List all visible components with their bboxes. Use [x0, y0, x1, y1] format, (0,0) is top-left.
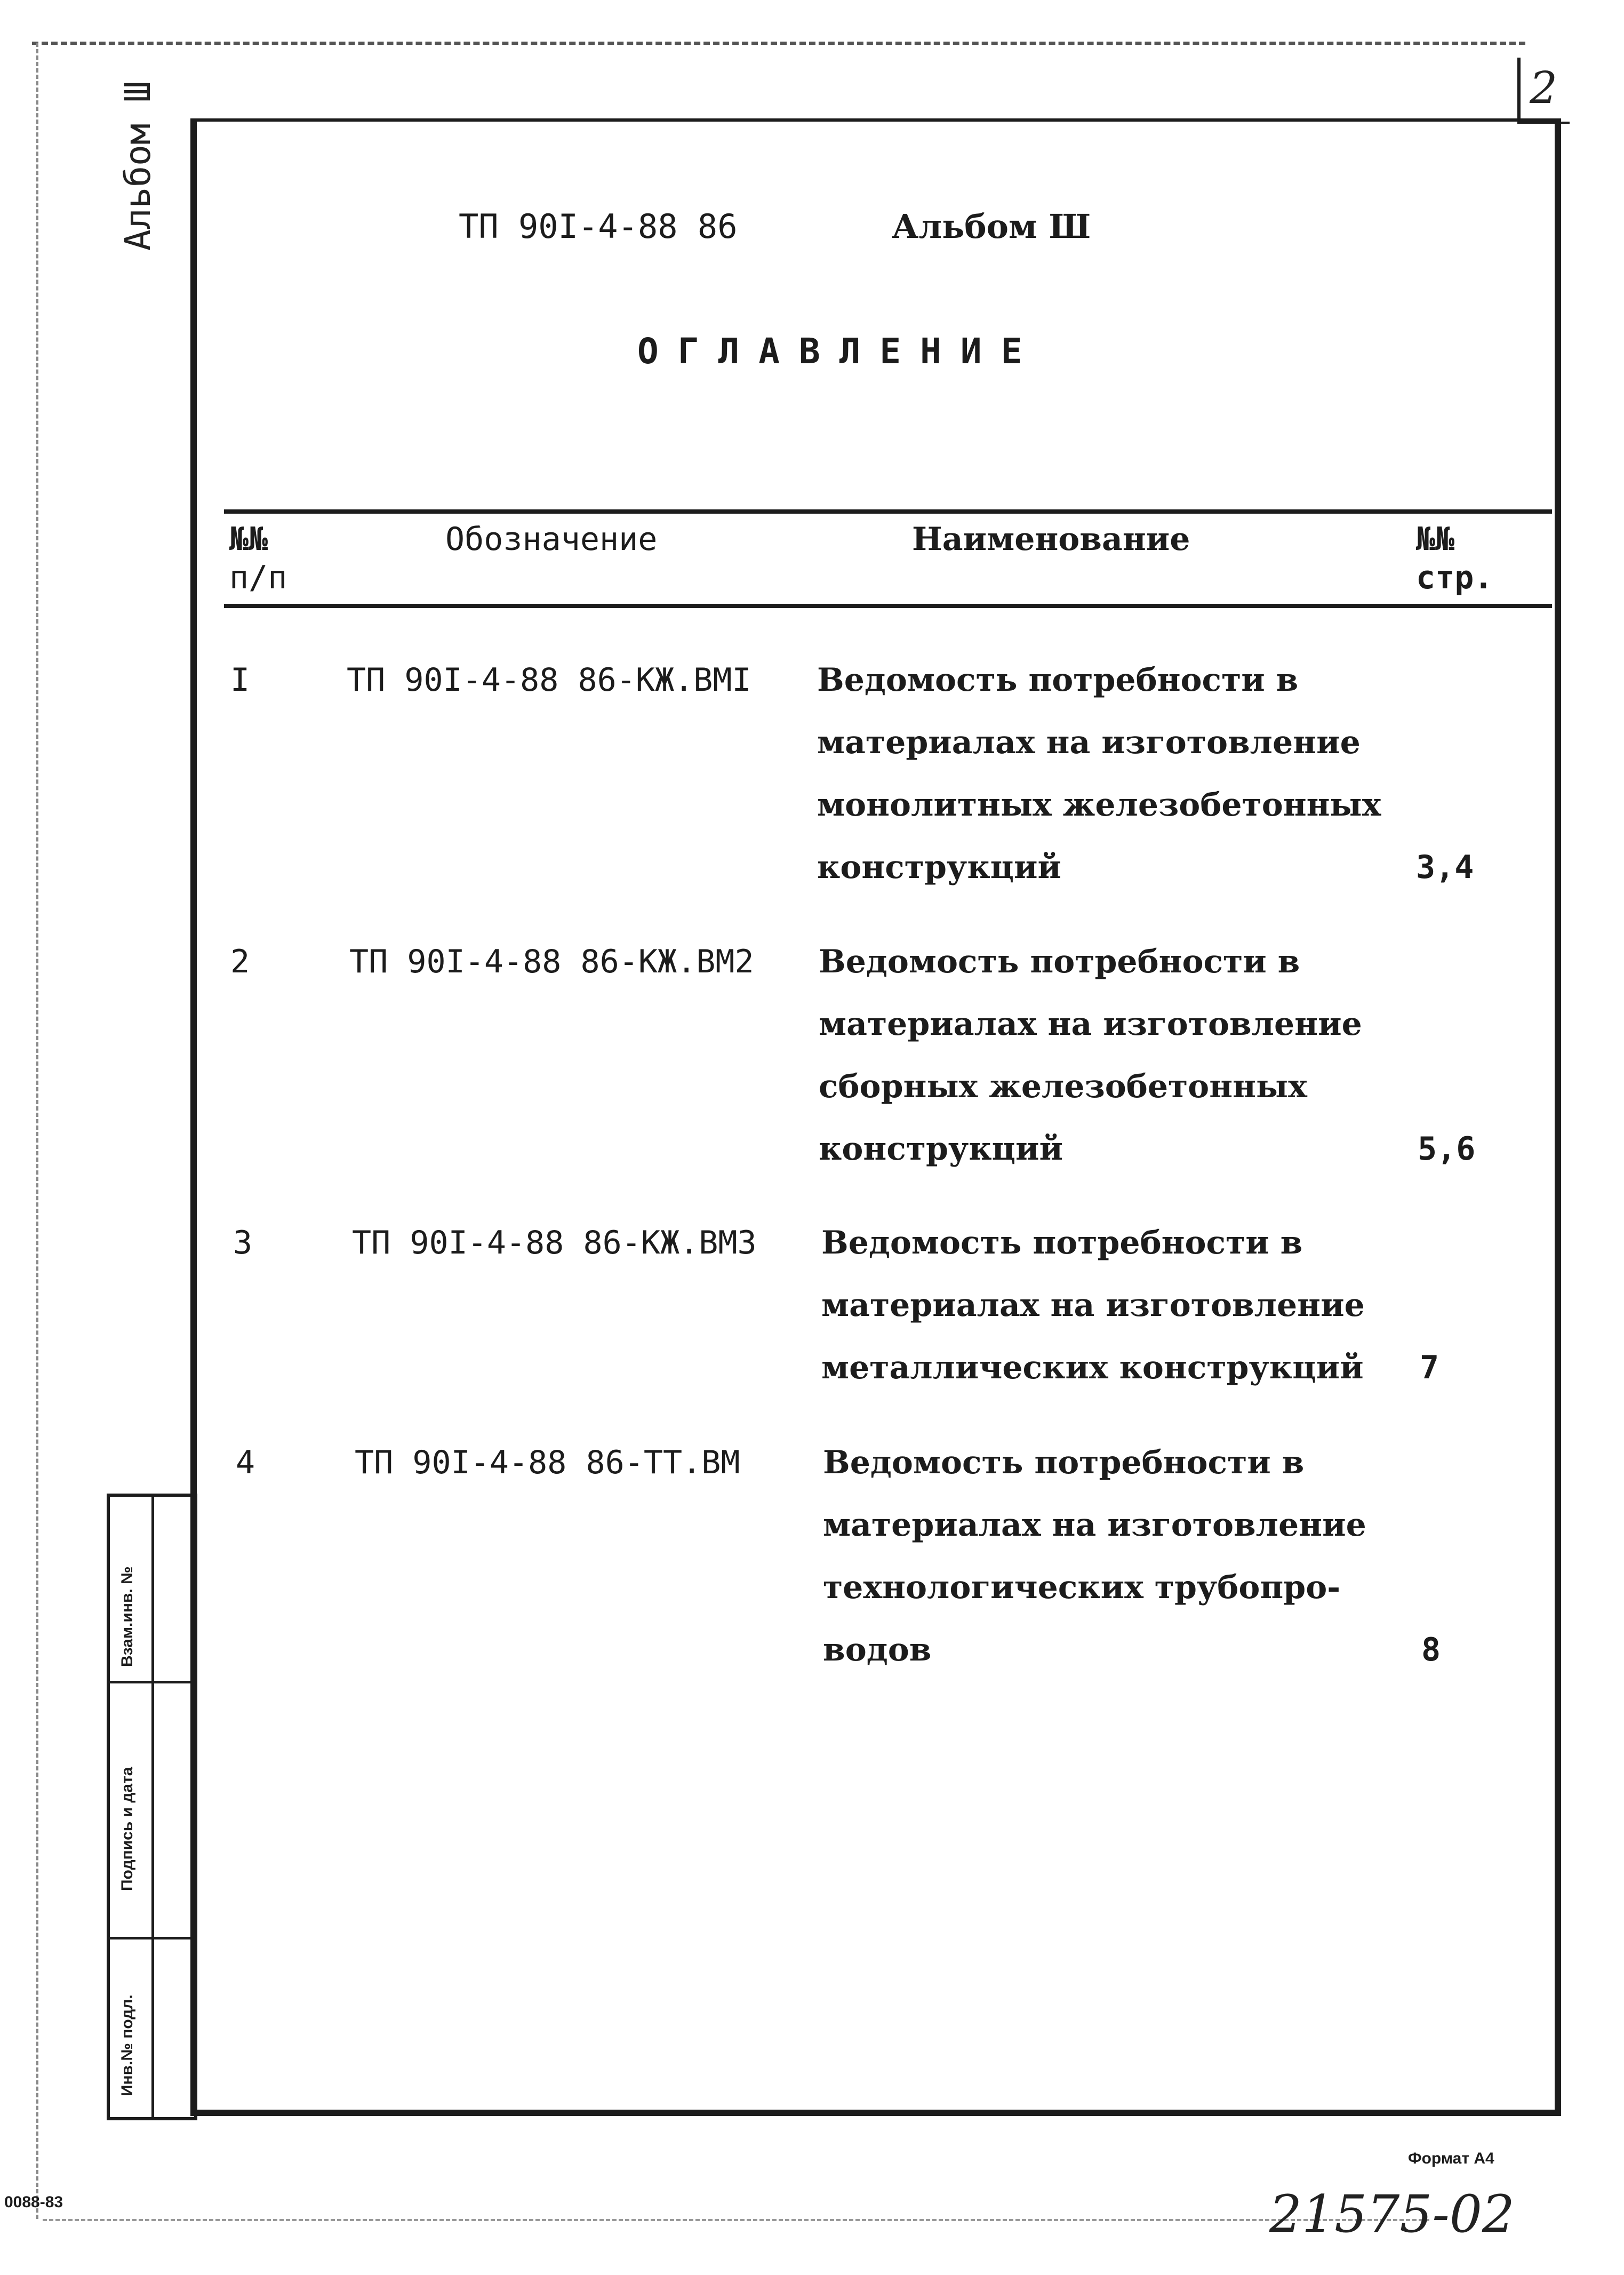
- row-2-name-line-2: материалах на изготовление: [819, 1005, 1362, 1043]
- header-pages-line1: №№: [1416, 521, 1455, 558]
- row-4-name-line-1: Ведомость потребности в: [823, 1444, 1305, 1481]
- row-1-pages: 3,4: [1416, 849, 1474, 886]
- header-num: [229, 520, 287, 597]
- row-2-name-line-4: конструкций: [819, 1130, 1063, 1168]
- header-num-line2: п/п: [229, 559, 287, 596]
- row-3-name-line-1: Ведомость потребности в: [821, 1224, 1303, 1262]
- row-1-name-line-1: Ведомость потребности в: [817, 661, 1299, 699]
- row-1-num: I: [230, 661, 250, 699]
- row-2-designation: ТП 90I-4-88 86-КЖ.ВМ2: [349, 943, 754, 980]
- stamp-label-replacement: Взам.инв. №: [118, 1566, 136, 1667]
- row-2-num: 2: [230, 943, 250, 980]
- form-code: 0088-83: [4, 2193, 63, 2211]
- header-pages-line2: стр.: [1416, 559, 1493, 596]
- header-bottom-rule: [224, 604, 1552, 608]
- stamp-label-inventory: Инв.№ подл.: [118, 1994, 136, 2096]
- row-2-name-line-1: Ведомость потребности в: [819, 943, 1300, 980]
- row-4-num: 4: [236, 1444, 255, 1481]
- header-top-rule: [224, 509, 1552, 514]
- top-dashed-border: [32, 42, 1525, 45]
- stamp-label-signature: Подпись и дата: [118, 1767, 136, 1891]
- page-number: 2: [1530, 63, 1558, 114]
- row-4-name-line-2: материалах на изготовление: [823, 1506, 1366, 1544]
- album-label: Альбом Ш: [892, 207, 1091, 246]
- drawing-frame: [190, 118, 1561, 2116]
- row-4-name-line-3: технологических трубопро-: [823, 1569, 1341, 1606]
- row-1-name-line-4: конструкций: [817, 849, 1061, 886]
- row-1-name-line-2: материалах на изготовление: [817, 724, 1361, 761]
- row-3-designation: ТП 90I-4-88 86-КЖ.ВМ3: [352, 1224, 757, 1262]
- side-album-label: Альбом Ш: [117, 81, 158, 251]
- document-code: ТП 90I-4-88 86: [459, 207, 738, 246]
- row-4-designation: ТП 90I-4-88 86-ТТ.ВМ: [355, 1444, 740, 1481]
- row-2-pages: 5,6: [1418, 1130, 1476, 1168]
- row-3-num: 3: [233, 1224, 253, 1262]
- row-1-designation: ТП 90I-4-88 86-КЖ.ВМI: [347, 661, 751, 699]
- stamp-divider-2: [110, 1937, 194, 1939]
- header-designation: Обозначение: [445, 521, 658, 558]
- header-name: Наименование: [912, 521, 1190, 558]
- left-dashed-border: [36, 43, 38, 2219]
- stamp-divider-vertical: [151, 1497, 154, 2117]
- row-1-name-line-3: монолитных железобетонных: [817, 786, 1381, 824]
- row-4-name-line-4: водов: [823, 1631, 932, 1669]
- row-3-pages: 7: [1420, 1349, 1439, 1386]
- header-num-line1: №№: [229, 521, 268, 558]
- handwritten-inventory-number: 21575-02: [1269, 2184, 1515, 2244]
- bottom-dashed-border: [43, 2219, 1429, 2221]
- stamp-divider-1: [110, 1681, 194, 1683]
- row-3-name-line-3: металлических конструкций: [821, 1349, 1364, 1386]
- row-3-name-line-2: материалах на изготовление: [821, 1287, 1365, 1324]
- header-pages: [1416, 520, 1493, 597]
- row-2-name-line-3: сборных железобетонных: [819, 1068, 1307, 1105]
- row-4-pages: 8: [1421, 1631, 1441, 1669]
- toc-title: ОГЛАВЛЕНИЕ: [637, 331, 1042, 372]
- format-label: Формат А4: [1408, 2150, 1494, 2167]
